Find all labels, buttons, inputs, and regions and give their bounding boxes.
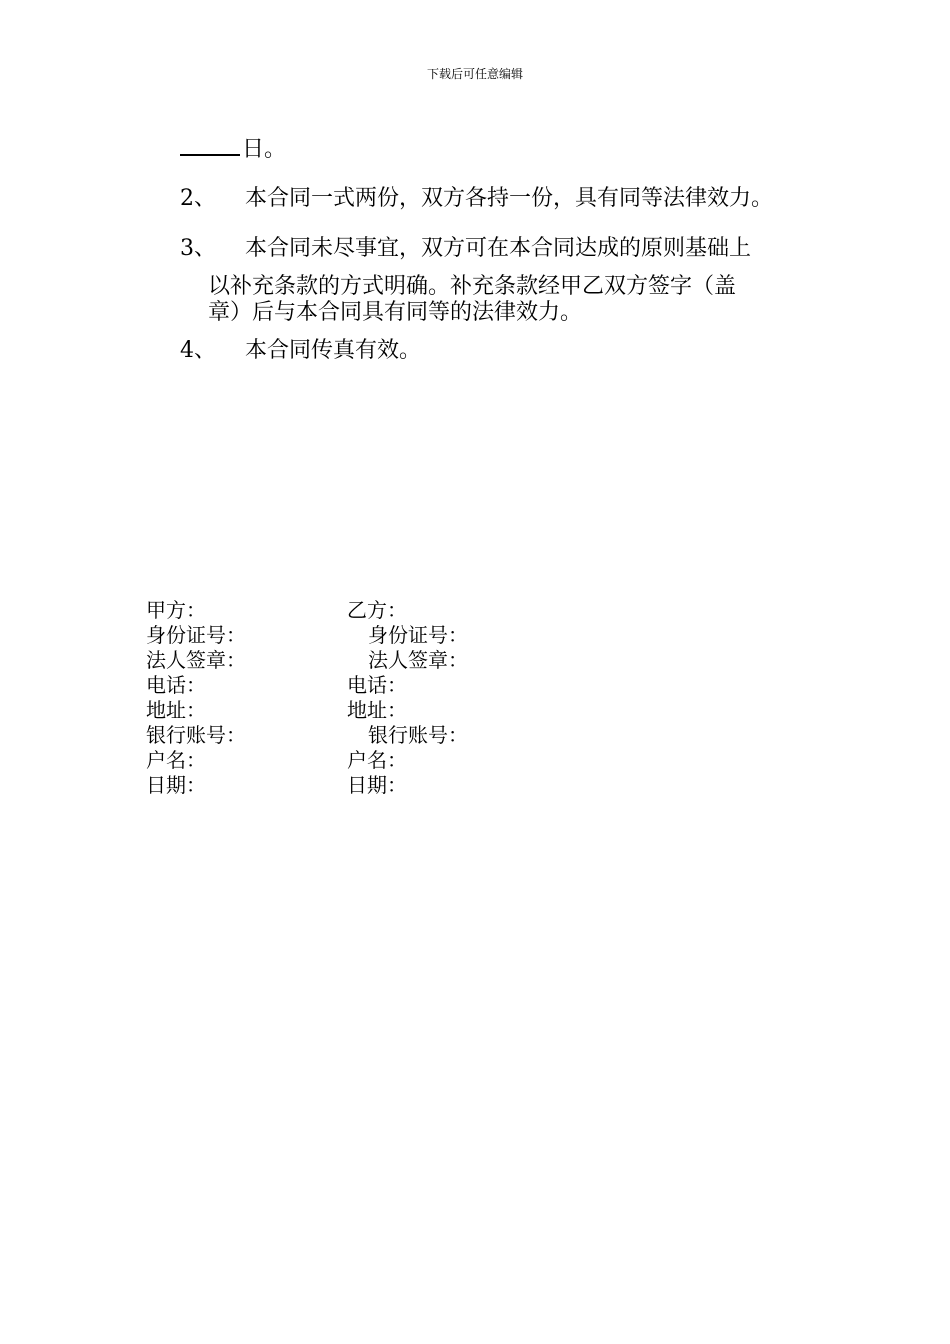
party-b-phone-label: 电话：	[347, 673, 407, 697]
party-a-label: 甲方：	[146, 598, 206, 622]
page-header: 下载后可任意编辑	[426, 67, 523, 81]
party-a-seal-label: 法人签章：	[146, 648, 246, 672]
date-suffix: 日。	[242, 137, 287, 162]
party-b-bank-label: 银行账号：	[368, 723, 468, 747]
date-blank	[180, 136, 240, 156]
party-a-bank-label: 银行账号：	[146, 723, 246, 747]
party-a-date-label: 日期：	[146, 773, 206, 797]
clause-3-number: 3、	[180, 236, 216, 261]
clause-2-line-1: 本合同一式两份，双方各持一份，具有同等法律效力。	[245, 186, 774, 211]
party-b-label: 乙方：	[347, 598, 407, 622]
party-a-id-label: 身份证号：	[146, 623, 246, 647]
party-b-seal-label: 法人签章：	[368, 648, 468, 672]
clause-4-line-1: 本合同传真有效。	[245, 338, 422, 363]
clause-2-number: 2、	[180, 186, 216, 211]
party-a-phone-label: 电话：	[146, 673, 206, 697]
clause-4-number: 4、	[180, 338, 216, 363]
party-b-id-label: 身份证号：	[368, 623, 468, 647]
party-b-address-label: 地址：	[347, 698, 407, 722]
clause-3-line-2: 以补充条款的方式明确。补充条款经甲乙双方签字（盖	[208, 274, 737, 299]
party-b-account-name-label: 户名：	[347, 748, 407, 772]
date-line	[180, 136, 286, 163]
clause-3-line-3: 章）后与本合同具有同等的法律效力。	[208, 300, 583, 325]
party-a-account-name-label: 户名：	[146, 748, 206, 772]
clause-3-line-1: 本合同未尽事宜，双方可在本合同达成的原则基础上	[245, 236, 752, 261]
party-a-address-label: 地址：	[146, 698, 206, 722]
party-b-date-label: 日期：	[347, 773, 407, 797]
